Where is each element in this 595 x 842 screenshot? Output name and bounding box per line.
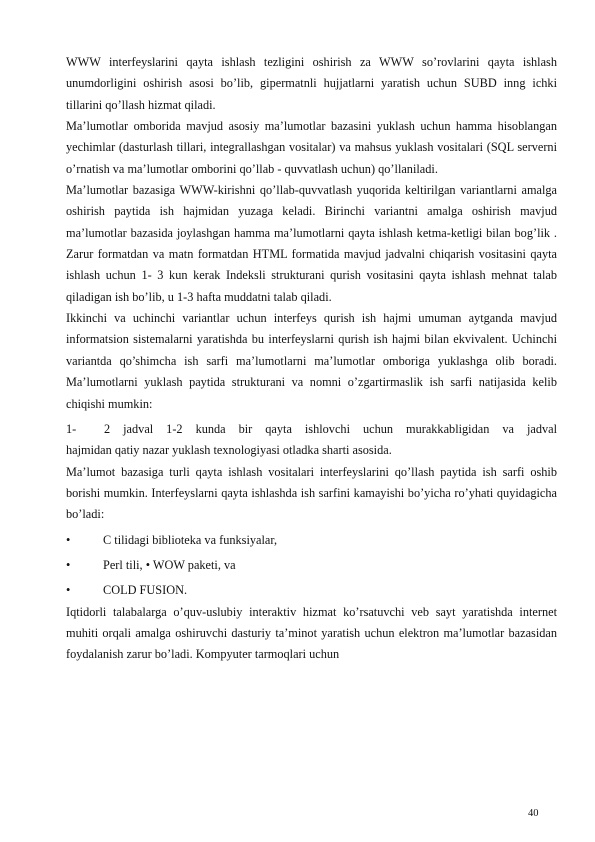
list-number: 1- — [66, 421, 77, 436]
bullet-text: COLD FUSION. — [103, 583, 188, 598]
numbered-item-line2: hajmidan qatiy nazar yuklash texnologiyasi otladka sharti asosida. — [66, 443, 392, 458]
paragraph-data-warehouse: Ma’lumotlar omborida mavjud asosiy ma’lumotlar bazasini yuklash uchun hamma hisoblangan yechimlar (dasturlash tillari, integrallashgan vositalar) va mahsus yuklash vositalari (SQL serverni o’rnatish va ma’lumotlar omborini qo’llab - quvvatlash uchun) qo’llaniladi. — [66, 119, 557, 176]
paragraph-processing-tools: Ma’lumot bazasiga turli qayta ishlash vositalari interfeyslarini qo’llash paytida ish sarfi oshib borishi mumkin. Interfeyslarni qayta ishlashda ish sarfini kamayishi bo’yicha ro’yhati quyidagicha bo’ladi: — [66, 464, 557, 522]
bullet-item-cold-fusion — [66, 580, 557, 601]
bullet-text: Perl tili, • WOW paketi, va — [103, 557, 236, 572]
numbered-list-item — [66, 419, 557, 462]
bullet-item-perl — [66, 555, 557, 576]
bullet-icon: • — [66, 583, 71, 598]
bullet-text: C tilidagi biblioteka va funksiyalar, — [103, 532, 278, 547]
paragraph-gifted-students: Iqtidorli talabalarga o’quv-uslubiy interaktiv hizmat ko’rsatuvchi veb sayt yaratishda internet muhiti orqali amalga oshiruvchi dasturiy ta’minot yaratish uchun elektron ma’lumotlar bazasidan foydalanish zarur bo’ladi. Kompyuter tarmoqlari uchun — [66, 604, 557, 662]
numbered-item-line1: 2 jadval 1-2 kunda bir qayta ishlovchi uchun murakkabligidan va jadval — [104, 421, 557, 436]
paragraph-www-access: Ma’lumotlar bazasiga WWW-kirishni qo’llab-quvvatlash yuqorida keltirilgan variantlarni amalga oshirish paytida ish hajmidan yuzaga keladi. Birinchi variantni amalga oshirish mavjud ma’lumotlar bazasida joylashgan hamma ma’lumotlarni qayta ishlash ketma-ketligi bilan bog’lik . Zarur formatdan va matn formatdan HTML formatida mavjud jadvalni chiqarish vositasini qayta ishlash uchun 1- 3 kun kerak Indeksli strukturani qurish vositasini qayta ishlash mehnat talab qiladigan ish bo’lib, u 1-3 hafta muddatni talab qiladi. — [66, 183, 557, 304]
page-content — [66, 52, 557, 666]
page-number: 40 — [528, 808, 539, 819]
paragraph-second-third-variants: Ikkinchi va uchinchi variantlar uchun interfeys qurish ish hajmi umuman aytganda mavjud informatsion sistemalarni yaratishda bu interfeyslarni qurish ish hajmi bilan ekvivalent. Uchinchi variantda qo’shimcha ish sarfi ma’lumotlarni ma’lumotlar omboriga yuklashga olib boradi. Ma’lumotlarni yuklash paytida strukturani va nomni o’zgartirmaslik ish sarfi natijasida kelib chiqishi mumkin: — [66, 311, 557, 411]
paragraph-www-interfaces: WWW interfeyslarini qayta ishlash tezligini oshirish za WWW so’rovlarini qayta ishlash unumdorligini oshirish asosi bo’lib, gipermatnli hujjatlarni yaratish uchun SUBD inng ichki tillarini qo’llash hizmat qiladi. — [66, 55, 557, 112]
bullet-icon: • — [66, 532, 71, 547]
bullet-icon: • — [66, 557, 71, 572]
bullet-item-c-library — [66, 530, 557, 551]
